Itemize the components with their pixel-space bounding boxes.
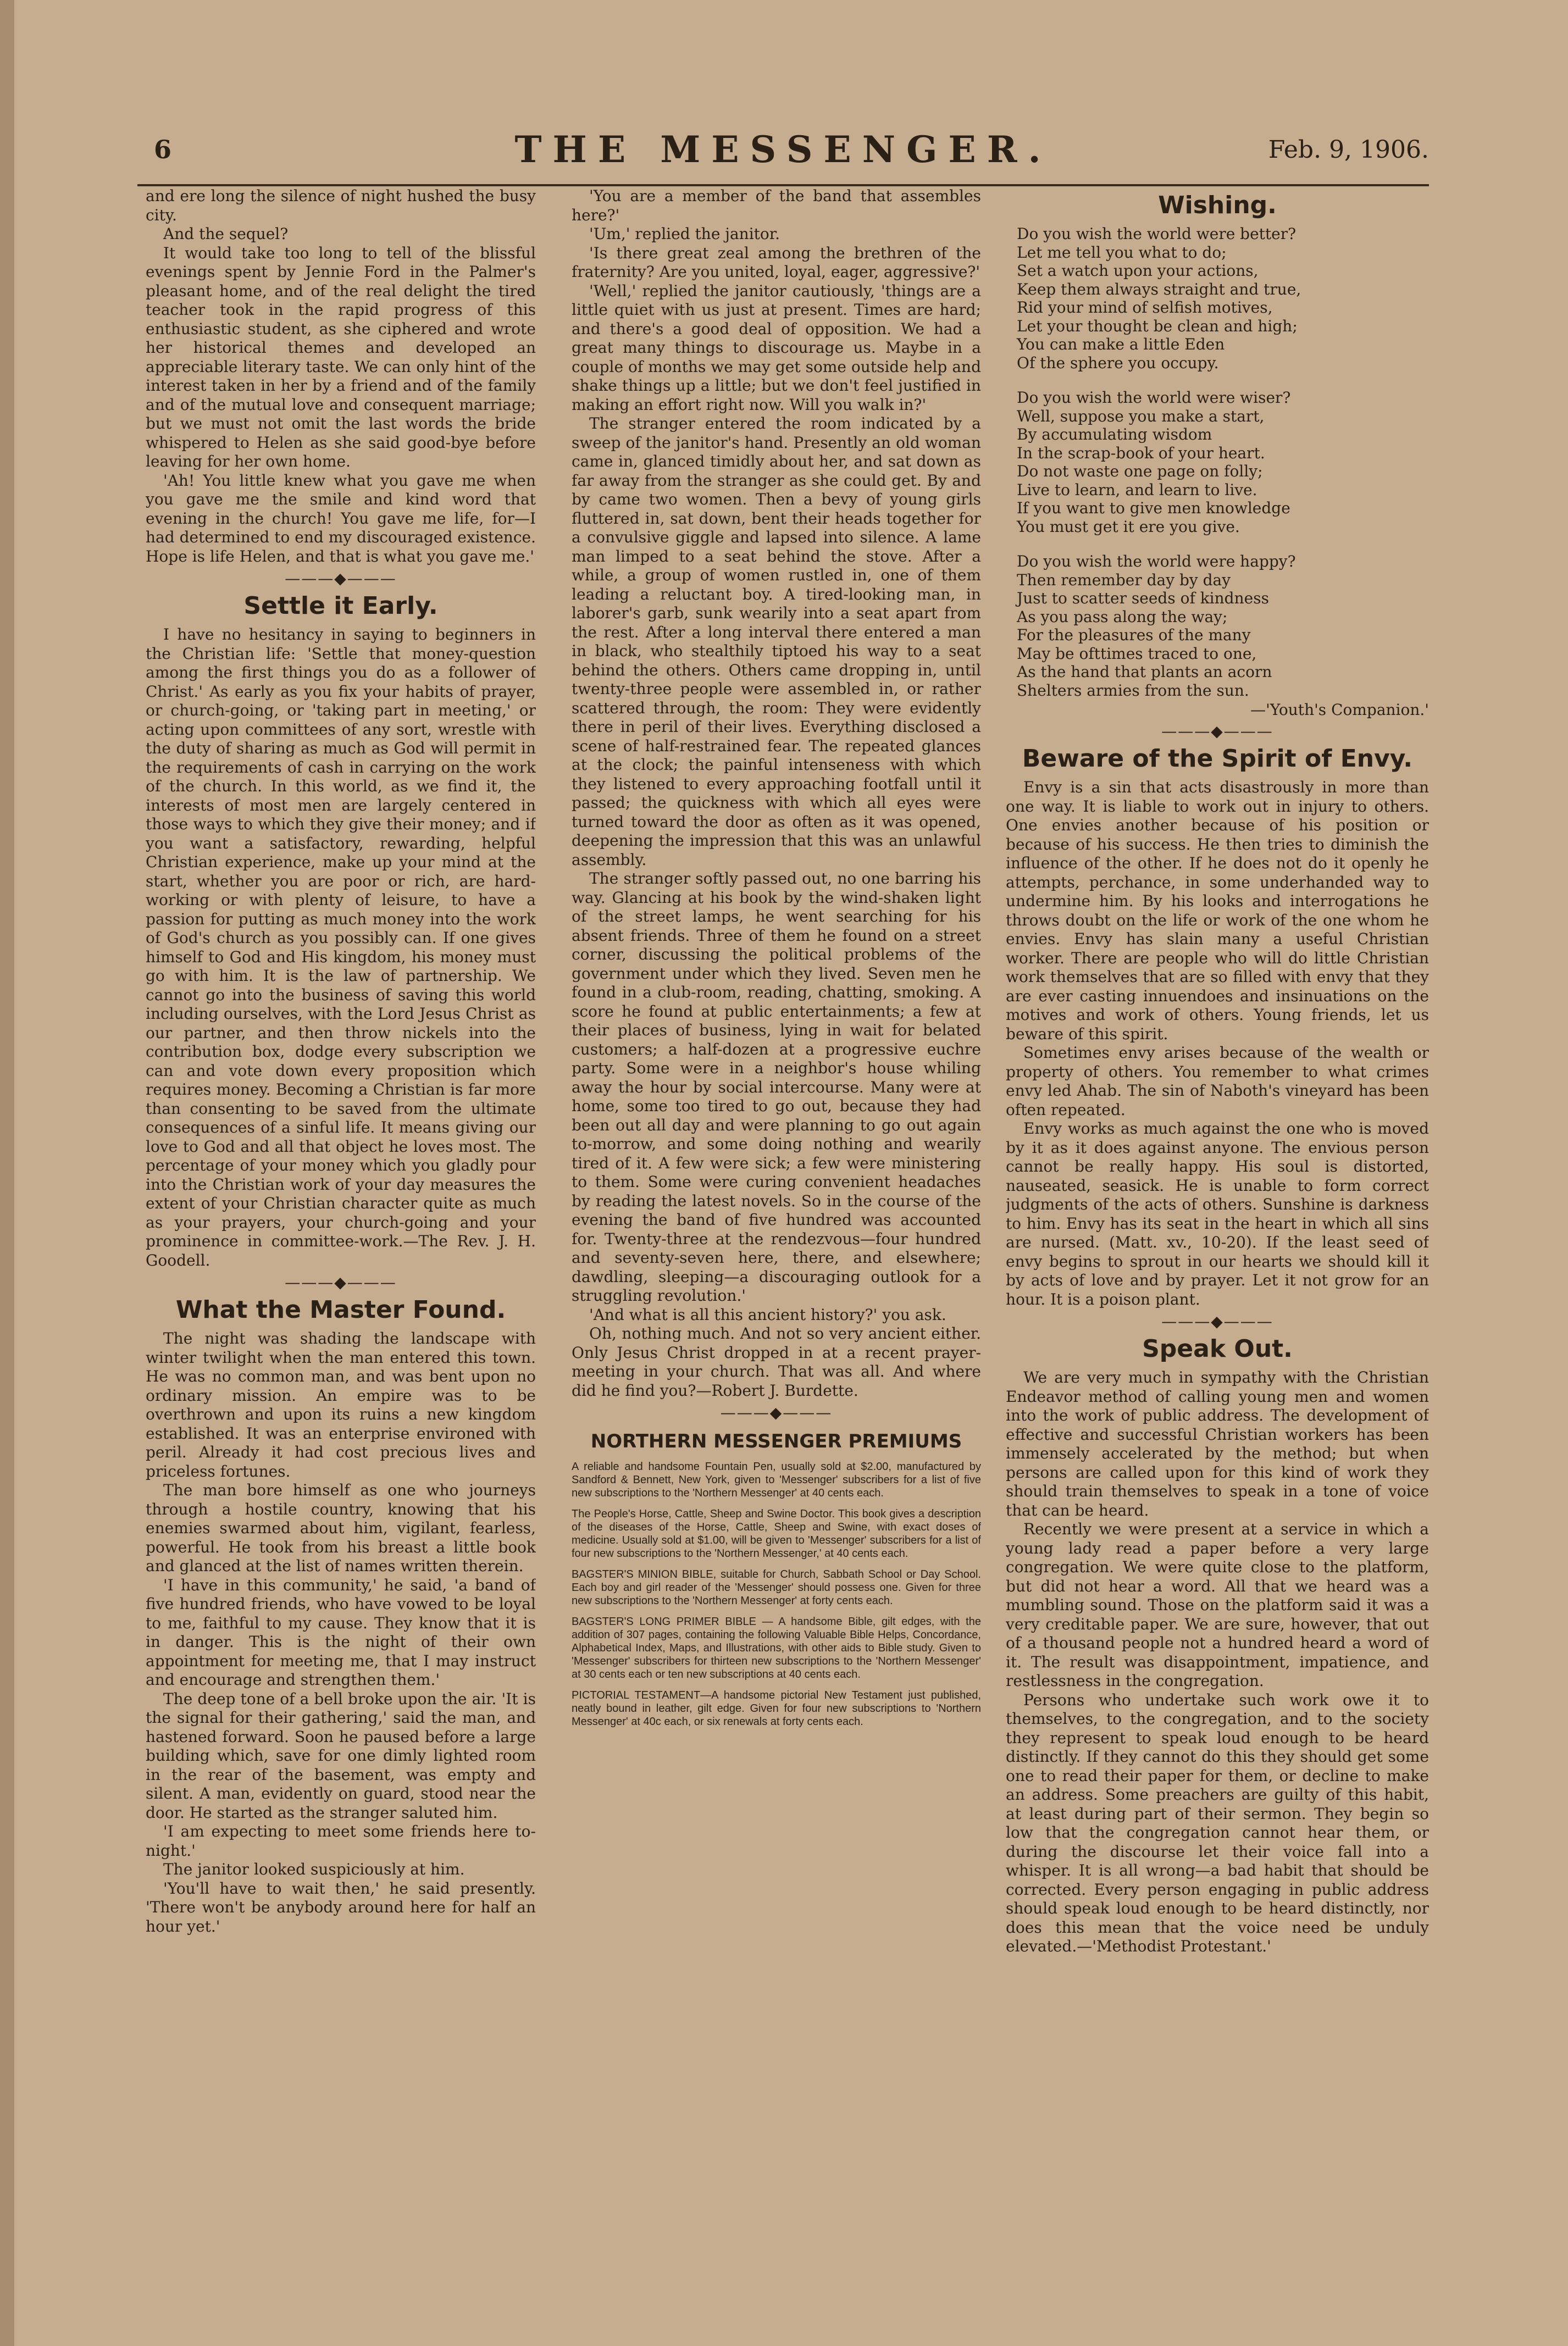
paragraph: Recently we were present at a service in which a young lady read a paper before a very large congregation. We were quite close to the platform, but did not hear a word. All that we heard was a mumbling sound. Those on the platform said it was a very creditable paper. We are sure, however, that out of a thousand people not a hundred heard a word of it. The result was disappointment, impatience, and restlessness in the congregation. <box>1006 1520 1429 1690</box>
paragraph: Oh, nothing much. And not so very ancient either. Only Jesus Christ dropped in at a recent prayer-meeting in your church. That was all. And where did he find you?—Robert J. Burdette. <box>572 1324 981 1400</box>
paragraph: 'Ah! You little knew what you gave me when you gave me the smile and kind word that evening in the church! You gave me life, for—I had determined to end my discouraged existence. Hope is life Helen, and that is what you gave me.' <box>146 471 536 565</box>
premium-item: BAGSTER'S MINION BIBLE, suitable for Church, Sabbath School or Day School. Each boy and girl reader of the 'Messenger' should possess one. Given for three new subscriptions to the 'Northern Messenger' at forty cents each. <box>572 1568 981 1607</box>
paragraph: 'I have in this community,' he said, 'a band of five hundred friends, who have vowed to be loyal to me, faithful to my cause. They know that it is in danger. This is the night of their own appointment for meeting me, that I may instruct and encourage and strengthen them.' <box>146 1576 536 1689</box>
poem-line: In the scrap-book of your heart. <box>1017 443 1265 462</box>
ornament-divider: ———◆——— <box>720 1404 833 1422</box>
paragraph: We are very much in sympathy with the Christian Endeavor method of calling young men and women into the work of public address. The development of effective and successful Christian workers has been immensely accelerated by the method; but when persons are called upon for this kind of work they should train themselves to speak in a tone of voice that can be heard. <box>1006 1368 1429 1519</box>
poem-line: Let me tell you what to do; <box>1017 243 1227 262</box>
paragraph: I have no hesitancy in saying to beginners in the Christian life: 'Settle that money-question among the first things you do as a follower of Christ.' As early as you fix your habits of prayer, or church-going, or 'taking part in meeting,' or acting upon committees of any sort, wrestle with the duty of sharing as much as God will permit in the requirements of cash in carrying on the work of the church. In this world, as we find it, the interests of most men are largely centered in those ways to which they give their money; and if you want a satisfactory, rewarding, helpful Christian experience, make up your mind at the start, whether you are poor or rich, are hard-working or with plenty of leisure, to have a passion for putting as much money into the work of God's church as you possibly can. If one gives himself to God and His kingdom, his money must go with him. It is the law of partnership. We cannot go into the business of saving this world including ourselves, with the Lord Jesus Christ as our partner, and then throw nickels into the contribution box, dodge every subscription we can and vote down every proposition which requires money. Becoming a Christian is far more than consenting to be saved from the ultimate consequences of a sinful life. It means giving our love to God and all that object he loves most. The percentage of your money which you gladly pour into the Christian work of your day measures the extent of your Christian character quite as much as your prayers, your church-going and your prominence in committee-work.—The Rev. J. H. Goodell. <box>146 625 536 1269</box>
premium-item: BAGSTER'S LONG PRIMER BIBLE — A handsome Bible, gilt edges, with the addition of 307 pages, containing the following Valuable Bible Helps, Concordance, Alphabetical Index, Maps, and Illustrations, with other aids to Bible study. Given to 'Messenger' subscribers for thirteen new subscriptions to the 'Northern Messenger' at 30 cents each or ten new subscriptions at 40 cents each. <box>572 1616 981 1681</box>
ornament-divider: ———◆——— <box>285 1273 397 1291</box>
article-title-envy: Beware of the Spirit of Envy. <box>1022 745 1413 773</box>
poem-line: Let your thought be clean and high; <box>1017 317 1298 335</box>
page-number: 6 <box>154 135 172 164</box>
paragraph: Envy is a sin that acts disastrously in more than one way. It is liable to work out in injury to others. One envies another because of his position or because of his success. He then tries to diminish the influence of the other. If he does not do it openly he attempts, perchance, in some underhanded way to undermine him. By his looks and interrogations he throws doubt on the life or work of the one whom he envies. Envy has slain many a useful Christian worker. There are people who will do little Christian work themselves that are so filled with envy that they are ever casting innuendoes and insinuations on the motives and work of others. Young friends, let us beware of this spirit. <box>1006 778 1429 1043</box>
paragraph: 'You are a member of the band that assembles here?' <box>572 187 981 224</box>
poem-line: Do you wish the world were happy? <box>1017 552 1296 570</box>
paragraph: The man bore himself as one who journeys through a hostile country, knowing that his enemies swarmed about him, vigilant, fearless, powerful. He took from his breast a little book and glanced at the list of names written therein. <box>146 1481 536 1575</box>
paragraph: Persons who undertake such work owe it to themselves, to the congregation, and to the society they represent to speak loud enough to be heard distinctly. If they cannot do this they should get some one to read their paper for them, or decline to make an address. Some preachers are guilty of this habit, at least during part of their sermon. They begin so low that the congregation cannot hear them, or during the discourse let their voice fall into a whisper. It is all wrong—a bad habit that should be corrected. Every person engaging in public address should speak loud enough to be heard distinctly, nor does this mean that the voice need be unduly elevated.—'Methodist Protestant.' <box>1006 1690 1429 1955</box>
poem-credit: —'Youth's Companion.' <box>1250 701 1429 719</box>
premium-item: PICTORIAL TESTAMENT—A handsome pictorial New Testament just published, neatly bound in leather, gilt edge. Given for four new subscriptions to 'Northern Messenger' at 40c each, or six renewals at forty cents each. <box>572 1689 981 1728</box>
poem-line: Rid your mind of selfish motives, <box>1017 298 1273 317</box>
paragraph: 'Is there great zeal among the brethren of the fraternity? Are you united, loyal, eager, aggressive?' <box>572 243 981 281</box>
poem-line: For the pleasures of the many <box>1017 626 1251 644</box>
poem-line: By accumulating wisdom <box>1017 425 1212 443</box>
paragraph: and ere long the silence of night hushed the busy city. <box>146 187 536 224</box>
poem-line: If you want to give men knowledge <box>1017 499 1290 517</box>
paragraph: 'You'll have to wait then,' he said presently. 'There won't be anybody around here for half an hour yet.' <box>146 1879 536 1935</box>
poem-line: As the hand that plants an acorn <box>1017 663 1272 681</box>
paragraph: Sometimes envy arises because of the wealth or property of others. You remember to what crimes envy led Ahab. The sin of Naboth's vineyard has been often repeated. <box>1006 1044 1429 1119</box>
paragraph: And the sequel? <box>163 225 289 243</box>
paragraph: 'Um,' replied the janitor. <box>589 225 780 243</box>
paragraph: Envy works as much against the one who is moved by it as it does against anyone. The envious person cannot be really happy. His soul is distorted, nauseated, seasick. He is unable to form correct judgments of the acts of others. Sunshine is darkness to him. Envy has its seat in the heart in which all sins are nursed. (Matt. xv., 10-20). If the least seed of envy begins to sprout in our hearts we should kill it by acts of love and by prayer. Let it not grow for an hour. It is a poison plant. <box>1006 1119 1429 1308</box>
premium-item: A reliable and handsome Fountain Pen, usually sold at $2.00, manufactured by Sandford & Bennett, New York, given to 'Messenger' subscribers for a list of five new subscriptions to the 'Northern Messenger' at 40 cents each. <box>572 1461 981 1499</box>
article-title-settle: Settle it Early. <box>243 592 438 620</box>
poem-line: Shelters armies from the sun. <box>1017 681 1249 700</box>
poem-line: As you pass along the way; <box>1017 607 1228 626</box>
ornament-divider: ———◆——— <box>1161 1312 1273 1330</box>
page-edge-shadow <box>0 0 14 2346</box>
article-title-master: What the Master Found. <box>175 1296 506 1324</box>
poem-line: May be ofttimes traced to one, <box>1017 644 1257 663</box>
premium-item: The People's Horse, Cattle, Sheep and Swine Doctor. This book gives a description of the diseases of the Horse, Cattle, Sheep and Swine, with exact doses of medicine. Usually sold at $1.00, will be given to 'Messenger' subscribers for a list of four new subscriptions to the 'Northern Messenger,' at 40 cents each. <box>572 1508 981 1560</box>
paragraph: 'And what is all this ancient history?' you ask. <box>589 1305 946 1324</box>
poem-line: Do you wish the world were wiser? <box>1017 389 1291 407</box>
paragraph: The stranger entered the room indicated by a sweep of the janitor's hand. Presently an old woman came in, glanced timidly about her, and sat down as far away from the stranger as she could get. By and by came two women. Then a bevy of young girls fluttered in, sat down, bent their heads together for a convulsive giggle and lapsed into silence. A lame man limped to a seat behind the stove. After a while, a group of women rustled in, one of them leading a reluctant boy. A tired-looking man, in laborer's garb, sunk wearily into a seat apart from the rest. After a long interval there entered a man in black, who stealthily tiptoed his way to a seat behind the others. Others came dropping in, until twenty-three people were assembled in, or rather scattered through, the room: They were evidently there in peril of their lives. Everything disclosed a scene of half-restrained fear. The repeated glances at the clock; the painful intenseness with which they listened to every approaching footfall until it passed; the quickness with which all eyes were turned toward the door as often as it was opened, deepening the impression that this was an unlawful assembly. <box>572 414 981 869</box>
paragraph: The janitor looked suspiciously at him. <box>163 1860 465 1878</box>
premiums-title: NORTHERN MESSENGER PREMIUMS <box>590 1430 962 1452</box>
poem-title-wishing: Wishing. <box>1158 191 1277 219</box>
poem-line: Live to learn, and learn to live. <box>1017 480 1257 499</box>
poem-line: Of the sphere you occupy. <box>1017 353 1219 372</box>
paragraph: The night was shading the landscape with winter twilight when the man entered this town. He was no common man, and was bent upon no ordinary mission. An empire was to be overthrown and upon its ruins a new kingdom established. It was an enterprise environed with peril. Already it had cost precious lives and priceless fortunes. <box>146 1329 536 1480</box>
article-title-speak: Speak Out. <box>1142 1335 1293 1363</box>
paragraph: It would take too long to tell of the blissful evenings spent by Jennie Ford in the Palmer's pleasant home, and of the real delight the tired teacher took in the rapid progress of this enthusiastic student, as she ciphered and wrote her historical themes and developed an appreciable literary taste. We can only hint of the interest taken in her by a friend and of the family and of the mutual love and consequent marriage; but we must not omit the last words the bride whispered to Helen as she said good-bye before leaving for her own home. <box>146 243 536 470</box>
issue-date: Feb. 9, 1906. <box>1268 136 1429 164</box>
poem-stanza <box>1017 225 1429 372</box>
poem-line: Well, suppose you make a start, <box>1017 407 1265 425</box>
paragraph: The deep tone of a bell broke upon the air. 'It is the signal for their gathering,' said the man, and hastened forward. Soon he paused before a large building which, save for one dimly lighted room in the rear of the basement, was empty and silent. A man, evidently on guard, stood near the door. He started as the stranger saluted him. <box>146 1689 536 1822</box>
poem-wishing <box>1006 225 1429 700</box>
page-header <box>137 124 1429 184</box>
paragraph: 'I am expecting to meet some friends here to-night.' <box>146 1822 536 1860</box>
paragraph: The stranger softly passed out, no one barring his way. Glancing at his book by the wind-shaken light of the street lamps, he went searching for his absent friends. Three of them he found on a street corner, discussing the political problems of the government under which they lived. Seven men he found in a club-room, reading, chatting, smoking. A score he found at public entertainments; a few at their places of business, lying in wait for belated customers; a half-dozen at a progressive euchre party. Some were in a neighbor's house whiling away the hour by social intercourse. Many were at home, some too tired to go out, because they had been out all day and were planning to go out again to-morrow, and some doing nothing and wearily tired of it. A few were sick; a few were ministering to them. Some were curing convenient headaches by reading the latest novels. So in the course of the evening the band of five hundred was accounted for. Twenty-three at the rendezvous—four hundred and seventy-seven here, there, and elsewhere; dawdling, sleeping—a discouraging outlook for a struggling revolution.' <box>572 869 981 1305</box>
ornament-divider: ———◆——— <box>1161 722 1273 740</box>
poem-line: Set a watch upon your actions, <box>1017 262 1259 280</box>
poem-line: Do not waste one page on folly; <box>1017 462 1263 480</box>
poem-line: Just to scatter seeds of kindness <box>1017 589 1269 607</box>
poem-line: Then remember day by day <box>1017 570 1231 589</box>
ornament-divider: ———◆——— <box>285 569 397 587</box>
column-2 <box>572 187 981 2280</box>
column-3 <box>1006 187 1429 2280</box>
poem-line: Do you wish the world were better? <box>1017 225 1296 243</box>
poem-line: Keep them always straight and true, <box>1017 280 1301 298</box>
poem-stanza <box>1017 389 1429 536</box>
poem-stanza <box>1017 552 1429 700</box>
paragraph: 'Well,' replied the janitor cautiously, 'things are a little quiet with us just at present. Times are hard; and there's a good deal of opposition. We had a great many things to discourage us. Maybe in a couple of months we may get some outside help and shake things up a little; but we don't feel justified in making an effort right now. Will you walk in?' <box>572 281 981 414</box>
poem-line: You can make a little Eden <box>1017 335 1225 353</box>
column-1 <box>146 187 536 2280</box>
masthead-title: THE MESSENGER. <box>514 128 1052 171</box>
header-rule <box>137 184 1429 186</box>
poem-line: You must get it ere you give. <box>1017 517 1240 536</box>
